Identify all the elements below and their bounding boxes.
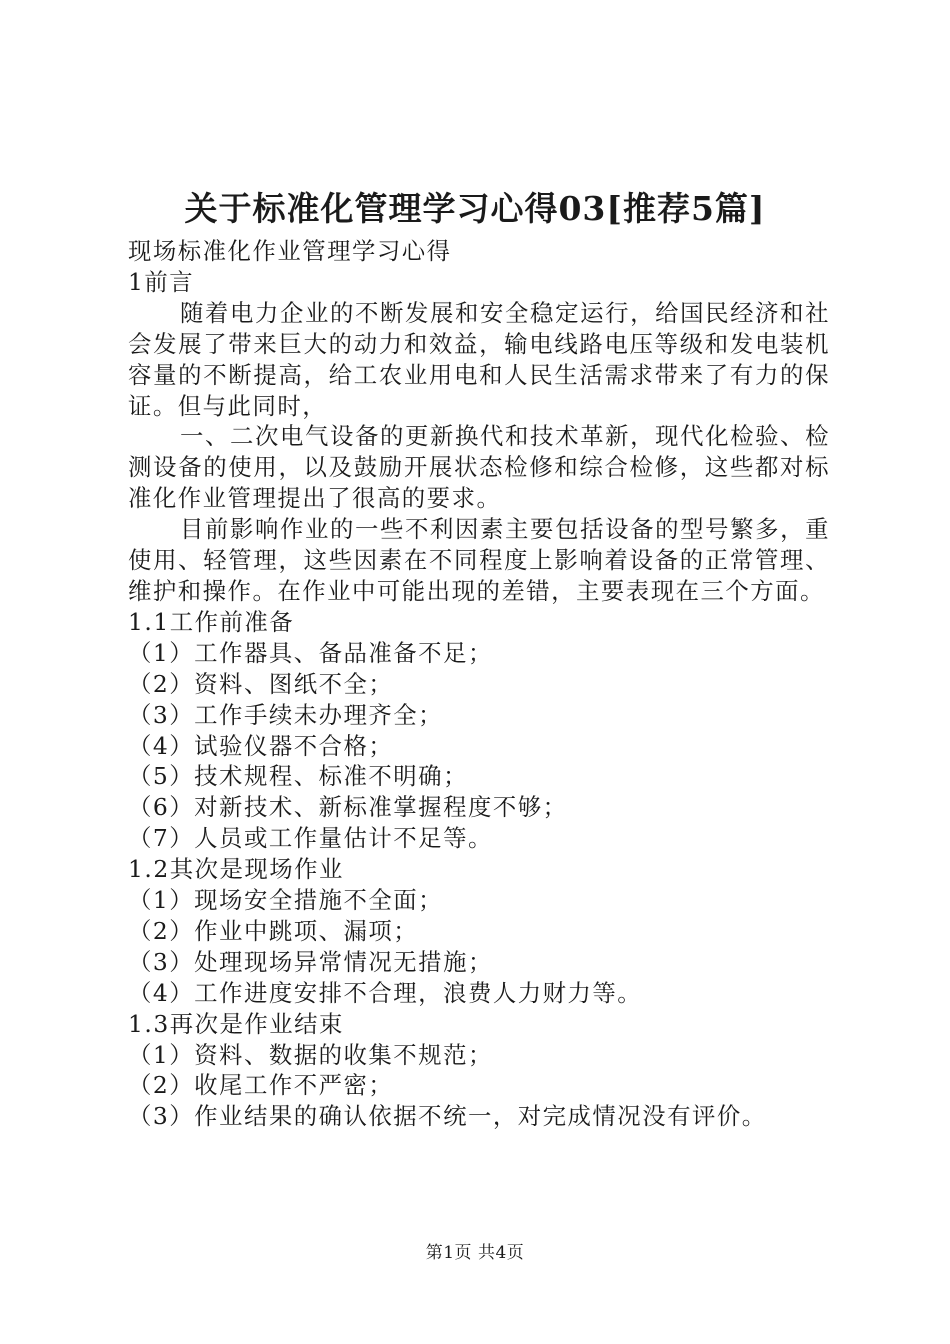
list-item: （4）工作进度安排不合理，浪费人力财力等。 [128, 978, 643, 1007]
list-item: （5）技术规程、标准不明确； [128, 762, 468, 791]
document-body [128, 236, 830, 1132]
section-heading-1: 1前言 [128, 267, 195, 296]
list-item: （2）作业中跳项、漏项； [128, 916, 419, 945]
list-item: （3）工作手续未办理齐全； [128, 700, 444, 729]
paragraph-2: 一、二次电气设备的更新换代和技术革新，现代化检验、检测设备的使用，以及鼓励开展状态检修和综合检修，这些都对标准化作业管理提出了很高的要求。 [128, 422, 830, 513]
list-item: （7）人员或工作量估计不足等。 [128, 824, 493, 853]
list-item: （1）现场安全措施不全面； [128, 886, 444, 915]
paragraph-1: 随着电力企业的不断发展和安全稳定运行，给国民经济和社会发展了带来巨大的动力和效益，输电线路电压等级和发电装机容量的不断提高，给工农业用电和人民生活需求带来了有力的保证。但与此同时， [128, 298, 830, 420]
list-item: （1）工作器具、备品准备不足； [128, 638, 493, 667]
list-item: （6）对新技术、新标准掌握程度不够； [128, 793, 568, 822]
document-subtitle: 现场标准化作业管理学习心得 [128, 237, 452, 265]
list-item: （3）作业结果的确认依据不统一，对完成情况没有评价。 [128, 1102, 767, 1131]
section-heading-1-1: 1.1工作前准备 [128, 607, 295, 636]
page-indicator: 第1页 共4页 [425, 1243, 525, 1263]
list-item: （2）资料、图纸不全； [128, 669, 394, 698]
list-item: （3）处理现场异常情况无措施； [128, 947, 493, 976]
list-item: （4）试验仪器不合格； [128, 731, 394, 760]
paragraph-3: 目前影响作业的一些不利因素主要包括设备的型号繁多，重使用、轻管理，这些因素在不同程度上影响着设备的正常管理、维护和操作。在作业中可能出现的差错，主要表现在三个方面。 [128, 515, 830, 605]
section-heading-1-2: 1.2其次是现场作业 [128, 855, 344, 884]
document-title: 关于标准化管理学习心得03[推荐5篇] [184, 189, 766, 228]
section-heading-1-3: 1.3再次是作业结束 [128, 1009, 344, 1038]
list-item: （1）资料、数据的收集不规范； [128, 1040, 493, 1069]
list-item: （2）收尾工作不严密； [128, 1071, 394, 1100]
